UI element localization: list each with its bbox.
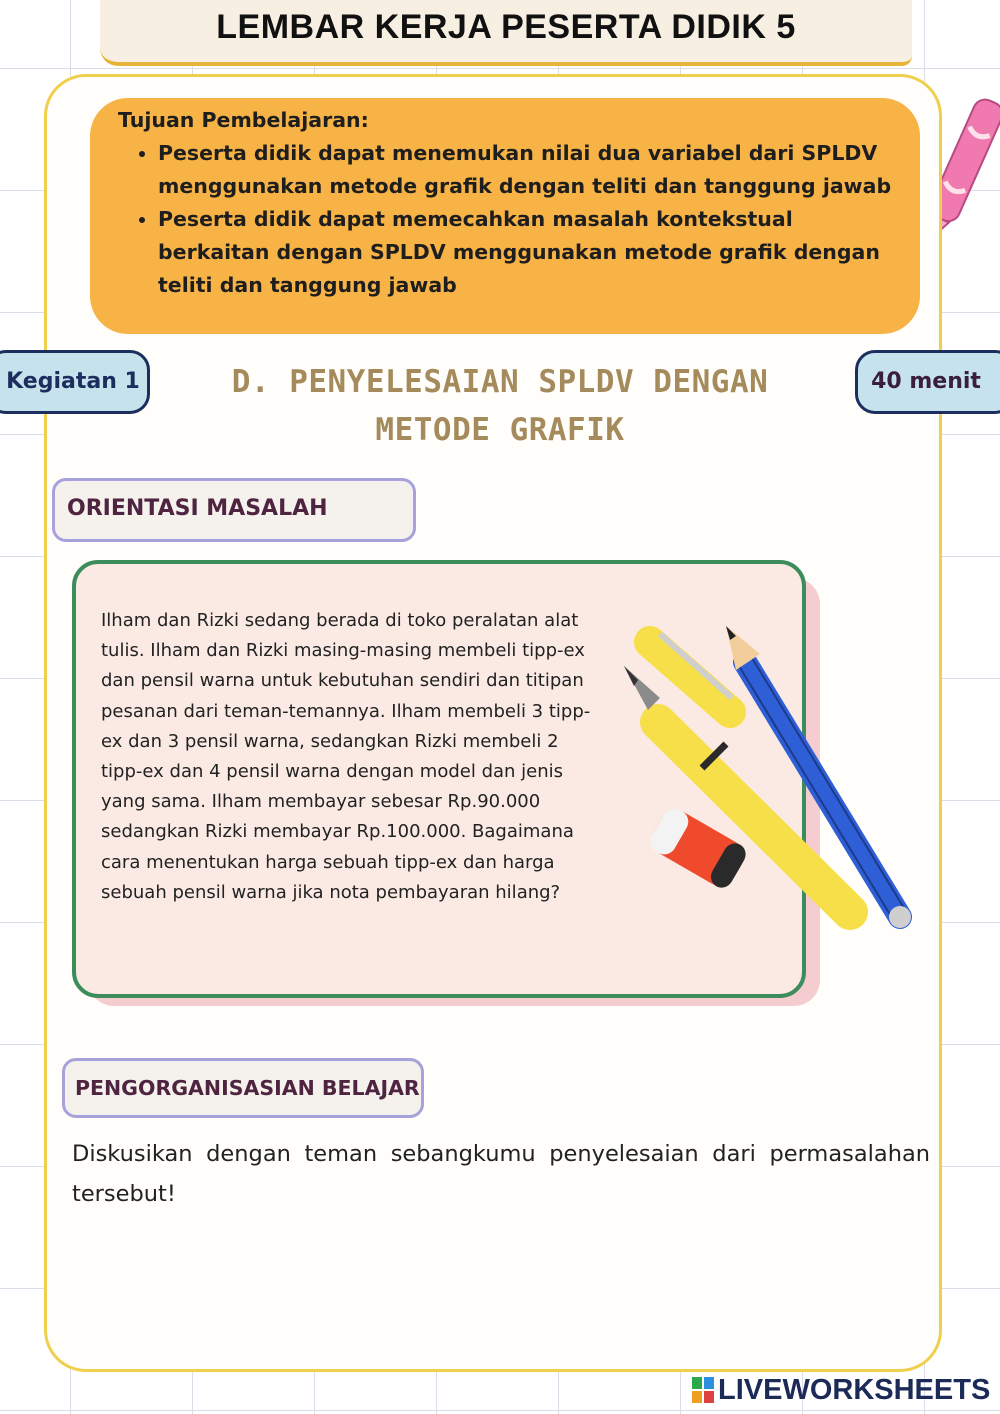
objective-item: • Peserta didik dapat memecahkan masalah kontekstual berkaitan dengan SPLDV menggunakan metode grafik dengan teliti dan tanggung jawab <box>158 203 896 302</box>
organization-label: PENGORGANISASIAN BELAJAR <box>62 1058 424 1118</box>
orientation-label: ORIENTASI MASALAH <box>52 478 416 542</box>
liveworksheets-icon <box>692 1377 714 1403</box>
activity-label: Kegiatan 1 <box>0 350 150 414</box>
objective-item: • Peserta didik dapat menemukan nilai dua variabel dari SPLDV menggunakan metode grafik dengan teliti dan tanggung jawab <box>158 137 896 203</box>
duration-badge: 40 menit <box>855 350 1000 414</box>
discussion-instruction: Diskusikan dengan teman sebangkumu penyelesaian dari permasalahan tersebut! <box>72 1141 930 1207</box>
section-title: D. PENYELESAIAN SPLDV DENGAN METODE GRAFIK <box>231 364 769 448</box>
learning-objectives <box>90 98 920 334</box>
page-title: LEMBAR KERJA PESERTA DIDIK 5 <box>216 8 796 46</box>
objectives-heading: Tujuan Pembelajaran: <box>118 108 369 132</box>
brand-text: LIVEWORKSHEETS <box>718 1374 991 1406</box>
liveworksheets-logo[interactable] <box>692 1374 990 1408</box>
stationery-illustration <box>600 612 930 942</box>
objectives-list <box>118 137 896 302</box>
problem-text: Ilham dan Rizki sedang berada di toko peralatan alat tulis. Ilham dan Rizki masing-masing membeli tipp-ex dan pensil warna untuk kebutuhan sendiri dan titipan pesanan dari teman-temannya. Ilham membeli 3 tipp-ex dan 3 pensil warna, sedangkan Rizki membeli 2 tipp-ex dan 4 pensil warna dengan model dan jenis yang sama. Ilham membayar sebesar Rp.90.000 sedangkan Rizki membayar Rp.100.000. Bagaimana cara menentukan harga sebuah tipp-ex dan harga sebuah pensil warna jika nota pembayaran hilang? <box>101 610 591 903</box>
